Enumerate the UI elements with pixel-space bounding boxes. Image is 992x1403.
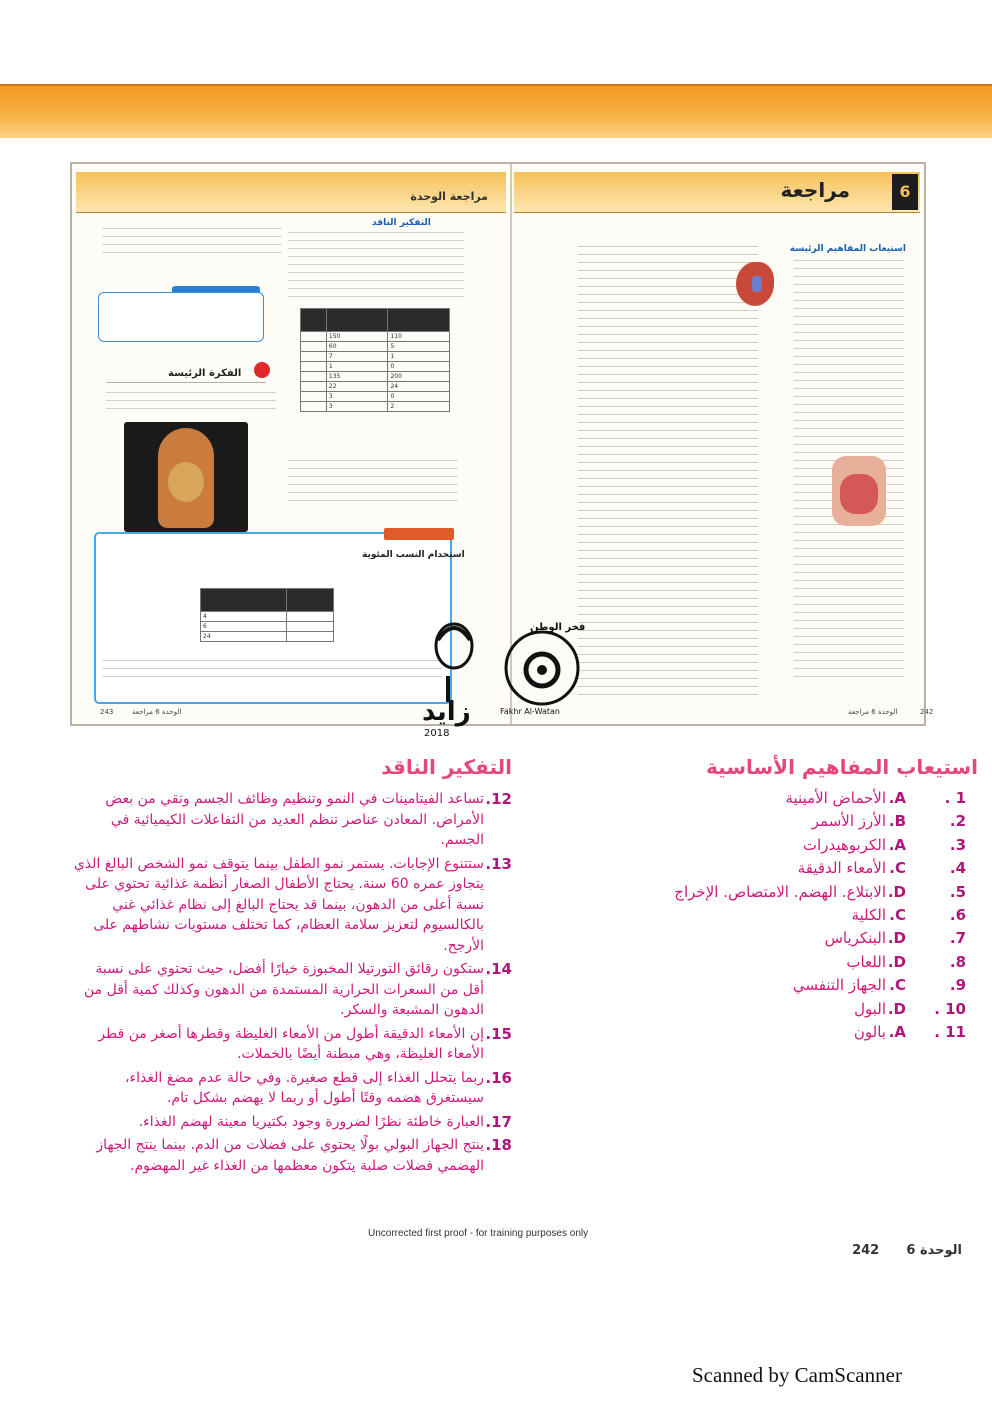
text-lines-block [102,228,282,260]
answer-row [520,976,978,999]
answer-letter: C. [889,976,906,995]
answer-number: 3. [949,835,966,854]
answers-section-title: استيعاب المفاهيم الأساسية [706,755,978,779]
page-number: 242 [852,1243,880,1258]
text-lines-block [578,246,758,702]
digestive-system-image [824,454,894,530]
kidney-image [734,258,778,310]
answer-text: اللعاب [846,952,886,971]
zayed-stamp [418,600,508,740]
critical-answer [72,789,512,851]
critical-section-title: التفكير الناقد [381,755,512,779]
note-box [98,292,264,342]
answer-letter: C. [889,905,906,924]
critical-answer-text: تساعد الفيتامينات في النمو وتنظيم وظائف الجسم وتقي من بعض الأمراض. المعادن عناصر تنظم العديد من التفاعلات الكيميائية في الجسم. [105,791,484,848]
math-heading: استخدام النسب المئوية [362,550,465,560]
critical-answer-number: 15. [485,1024,512,1043]
digestion-time-table: 4 6 24 [200,588,334,642]
answer-number: 11 . [934,1022,966,1041]
right-page-header-title: مراجعة [780,178,850,202]
answers-column [520,755,978,1046]
critical-answer-text: ربما يتحلل الغذاء إلى قطع صغيرة. وفي حالة عدم مضغ الغذاء، سيستغرق هضمه وقتًا أطول أو ربما لا يهضم بشكل تام. [125,1069,484,1106]
divider [106,382,266,383]
answer-row [520,1023,978,1046]
unit-tab: 6 [892,174,918,210]
answer-letter: D. [887,929,906,948]
critical-thinking-column [72,755,512,1179]
answer-row [520,929,978,952]
answer-text: الجهاز التنفسي [792,976,886,995]
critical-answer-number: 13. [485,854,512,873]
answer-text: الأحماض الأمينية [785,789,886,807]
text-lines-block [288,460,458,508]
watan-stamp-text: Fakhr Al-Watan [500,707,560,716]
answer-letter: D. [887,999,906,1018]
left-page-header-title: مراجعة الوحدة [410,190,488,203]
answer-text: الكلية [851,905,886,924]
page-footer [852,1243,962,1258]
watan-stamp [496,618,586,718]
answer-number: 1 . [944,789,966,807]
watan-stamp-top: فخر الوطن [530,622,586,633]
answer-letter: C. [889,859,906,878]
answer-letter: A. [888,835,906,854]
left-page-number: 243 [100,708,114,716]
text-lines-block [106,392,276,416]
answer-row [520,812,978,835]
critical-answer-number: 17. [485,1112,512,1131]
nutrition-table: 150 110 60 5 7 1 1 0 135 200 22 24 3 0 3 2 [300,308,450,412]
answer-text: الكربوهيدرات [802,835,886,854]
answer-text: البنكرياس [824,929,886,948]
critical-answer-text: ينتج الجهاز البولي بولًا يحتوي على فضلات من الدم. بينما ينتج الجهاز الهضمي فضلات صلبة يتكون معظمها من الغذاء غير المهضوم. [96,1137,484,1174]
answer-row [520,836,978,859]
critical-answer-number: 12. [485,790,512,808]
zayed-stamp-year: 2018 [424,728,450,739]
critical-answer-text: ستكون رقائق التورتيلا المخبوزة خيارًا أفضل، حيث تحتوي على نسبة أقل من السعرات الحرارية المستمدة من الدهون وكذلك كمية أقل من الدهون المشبعة والسكر. [84,961,484,1018]
critical-answer [72,959,512,1021]
critical-answer [72,1024,512,1065]
answer-text: الأرز الأسمر [811,812,886,831]
answer-row [520,859,978,882]
answer-number: 2. [949,812,966,831]
critical-answer-number: 16. [485,1068,512,1087]
answer-number: 8. [949,952,966,971]
main-idea-icon [254,362,270,378]
critical-answer-text: ستتنوع الإجابات. يستمر نمو الطفل بينما يتوقف نمو الشخص البالغ الذي يتجاوز عمره 60 سنة. يحتاج الأطفال الصغار أنظمة غذائية تحتوي على نسبة أعلى من الدهون، بينما قد يحتاج البالغ إلى نظام غذائي غني بالكالسيوم لتعزيز سلامة العظام، كما تختلف مستويات نشاطهم على الأرجح. [73,855,484,954]
answer-letter: A. [888,1022,906,1041]
main-idea-heading: الفكرة الرئيسة [168,368,242,379]
answer-number: 7. [949,929,966,948]
left-page-footer: الوحدة 6 مراجعة [132,708,182,716]
answer-text: الابتلاع. الهضم. الامتصاص. الإخراج [674,882,886,901]
concepts-heading-small: استيعاب المفاهيم الرئيسة [789,244,906,254]
answer-number: 4. [949,859,966,878]
answer-row [520,1000,978,1023]
answer-number: 9. [949,976,966,995]
answer-text: البول [854,999,886,1018]
critical-answer-text: العبارة خاطئة نظرًا لضرورة وجود بكتيريا معينة لهضم الغذاء. [138,1113,484,1130]
proof-note: Uncorrected first proof - for training purposes only [368,1228,589,1239]
critical-answer-text: إن الأمعاء الدقيقة أطول من الأمعاء الغليظة وقطرها أصغر من قطر الأمعاء الغليظة، وهي مبطنة أيضًا بالخملات. [98,1025,484,1062]
left-page-header [76,172,506,213]
answer-row [520,906,978,929]
text-lines-block [102,660,442,684]
answer-text: الأمعاء الدقيقة [797,859,886,878]
answer-row [520,953,978,976]
answer-letter: D. [887,952,906,971]
answer-letter: B. [888,812,906,831]
scanner-watermark: Scanned by CamScanner [692,1363,902,1387]
critical-answer [72,1112,512,1133]
critical-answer [72,1135,512,1176]
digestive-body-image [124,422,248,532]
right-page-number: 242 [920,708,934,716]
answer-number: 10 . [934,999,966,1018]
unit-label: الوحدة 6 [906,1243,962,1258]
answer-row [520,883,978,906]
text-lines-block [288,232,464,304]
critical-answer-number: 14. [485,960,512,978]
thinking-heading-small: التفكير الناقد [372,218,431,228]
orange-header-band [0,84,992,138]
answer-text: بالون [853,1022,886,1041]
math-skills-tag [384,528,454,540]
critical-answer [72,854,512,957]
answer-letter: A. [888,789,906,807]
right-page-footer: الوحدة 6 مراجعة [848,708,898,716]
zayed-stamp-text: زايد [422,697,471,727]
critical-answer [72,1068,512,1109]
answer-row [520,789,978,812]
right-page-header [514,172,920,213]
answer-number: 5. [949,882,966,901]
answer-letter: D. [887,882,906,901]
critical-answer-number: 18. [485,1136,512,1154]
answer-number: 6. [949,905,966,924]
